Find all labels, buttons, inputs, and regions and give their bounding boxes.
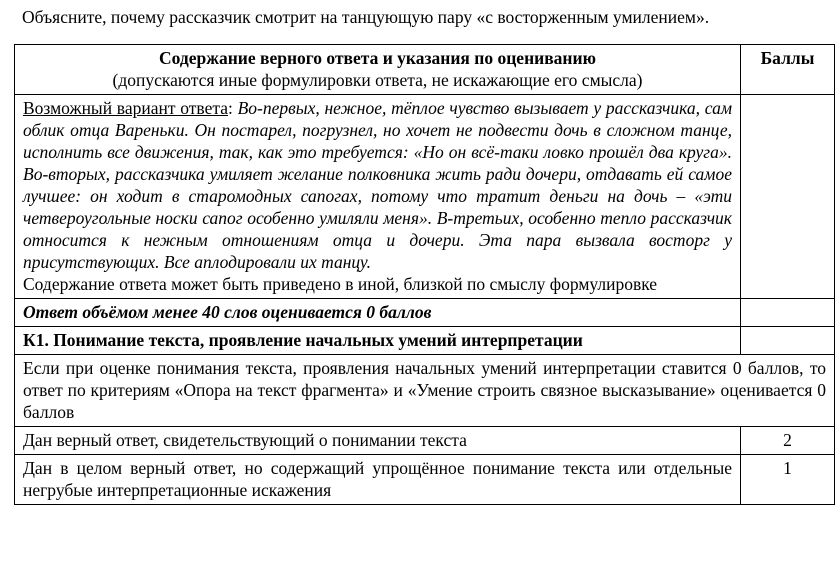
table-header-row [15,45,835,95]
k1-criterion-text: Дан верный ответ, свидетельствующий о понимании текста [15,427,741,455]
min-words-cell: Ответ объёмом менее 40 слов оценивается 0 баллов [15,299,741,327]
answer-score-cell [741,95,835,299]
answer-label: Возможный вариант ответа [23,98,228,118]
k1-criterion-row-1 [15,427,835,455]
grading-table [14,44,835,505]
k1-title-row [15,327,835,355]
header-subtitle: (допускаются иные формулировки ответа, не искажающие его смысла) [112,70,643,90]
answer-text: Во-первых, нежное, тёплое чувство вызывает у рассказчика, сам облик отца Вареньки. Он постарел, погрузнел, но хочет не подвести дочь в сложном танце, исполнить все движения, так, как это требуется: «Но он всё-таки ловко прошёл два круга». Во-вторых, рассказчика умиляет желание полковника жить ради дочери, отдавать ей самое лучшее: он ходит в старомодных сапогах, потому что тратит деньги на дочь – «эти четвероугольные носки сапог особенно умиляли меня». В-третьих, особенно тепло рассказчик относится к нежным отношениям отца и дочери. Эта пара вызвала восторг у присутствующих. Все аплодировали их танцу. [23,98,732,272]
answer-cell [15,95,741,299]
k1-criterion-row-2 [15,455,835,505]
k1-title: К1. Понимание текста, проявление начальных умений интерпретации [15,327,741,355]
answer-note: Содержание ответа может быть приведено в иной, близкой по смыслу формулировке [23,274,658,294]
answer-colon: : [227,98,233,118]
min-words-score-cell [741,299,835,327]
k1-rule-row [15,355,835,427]
k1-criterion-score: 1 [741,455,835,505]
k1-title-score-cell [741,327,835,355]
header-score-cell: Баллы [741,45,835,95]
k1-criterion-score: 2 [741,427,835,455]
header-title: Содержание верного ответа и указания по оцениванию [159,48,596,68]
answer-row [15,95,835,299]
header-main-cell [15,45,741,95]
min-words-row [15,299,835,327]
k1-criterion-text: Дан в целом верный ответ, но содержащий упрощённое понимание текста или отдельные негрубые интерпретационные искажения [15,455,741,505]
question-text: Объясните, почему рассказчик смотрит на танцующую пару «с восторженным умилением». [22,7,710,27]
k1-rule: Если при оценке понимания текста, проявления начальных умений интерпретации ставится 0 баллов, то ответ по критериям «Опора на текст фрагмента» и «Умение строить связное высказывание» оценивается 0 баллов [15,355,835,427]
answer-block [23,97,732,273]
